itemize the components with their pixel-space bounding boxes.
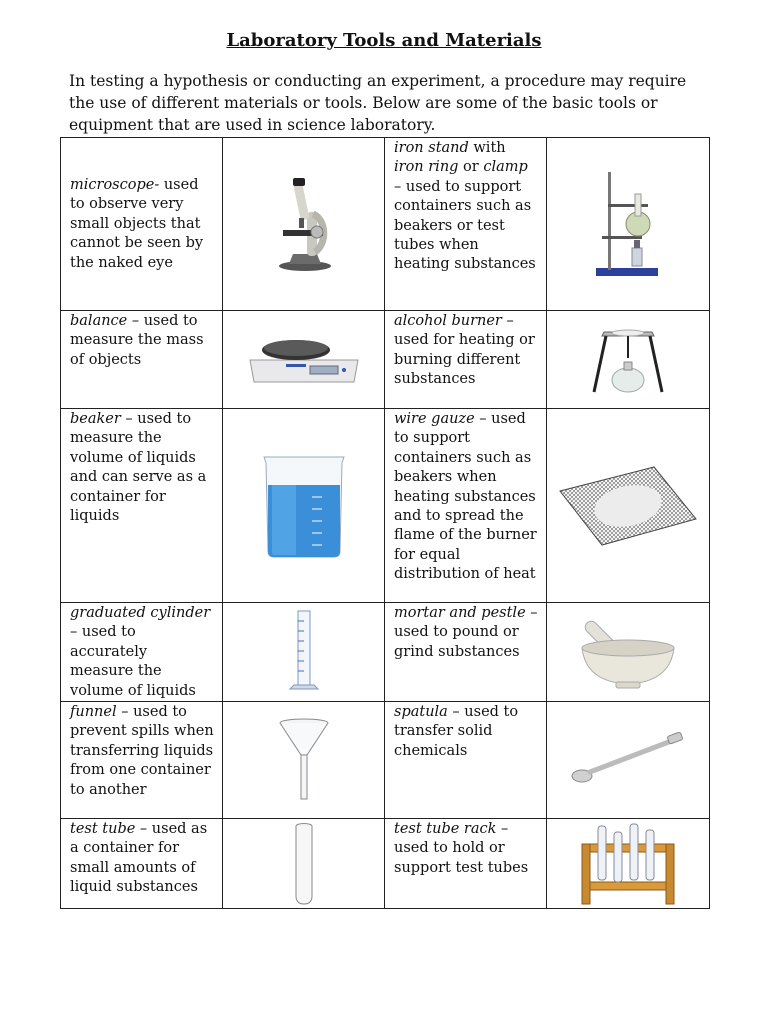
tool-name: balance (70, 313, 128, 329)
tool-description-alcohol-burner (385, 311, 547, 409)
tool-name: microscope- (70, 176, 160, 193)
tool-name: wire gauze (394, 411, 475, 427)
tool-use: – used to pound or grind substances (394, 605, 538, 660)
tool-name: mortar and pestle (394, 605, 526, 621)
table-row (61, 603, 710, 702)
page-title: Laboratory Tools and Materials (226, 30, 542, 51)
microscope-icon (223, 138, 385, 311)
tool-description-spatula (385, 702, 547, 819)
tool-use: – used to measure the volume of liquids and can serve as a container for liquids (70, 411, 207, 525)
tool-use: – used for heating or burning different substances (394, 313, 535, 388)
tool-use: – used to prevent spills when transferring liquids from one container to another (70, 704, 214, 798)
tool-description-funnel (61, 702, 223, 819)
tool-description-iron-stand (385, 138, 547, 311)
tool-use: – used to support containers such as beakers or test tubes when heating substances (394, 178, 536, 273)
tool-name: test tube rack (394, 821, 497, 838)
tool-description-graduated-cylinder (61, 603, 223, 702)
alcohol-burner-icon (547, 311, 710, 409)
tool-name: graduated cylinder (70, 605, 211, 621)
tool-use: – used to accurately measure the volume of liquids (70, 624, 196, 699)
tool-description-microscope (61, 138, 223, 311)
table-row (61, 702, 710, 819)
tool-description-beaker (61, 409, 223, 603)
tool-description-test-tube (61, 819, 223, 909)
balance-icon (223, 311, 385, 409)
tool-name: iron stand (394, 140, 469, 156)
wire-gauze-icon (547, 409, 710, 603)
tool-description-mortar-pestle (385, 603, 547, 702)
tool-name: iron ring (394, 159, 459, 176)
tool-name: beaker (70, 411, 121, 427)
tool-description-balance (61, 311, 223, 409)
test-tube-icon (223, 819, 385, 909)
tool-use: – used to transfer solid chemicals (394, 704, 519, 759)
tool-name: funnel (70, 704, 117, 721)
tool-name: spatula (394, 704, 448, 721)
tool-name: alcohol burner (394, 313, 502, 329)
tool-description-test-tube-rack (385, 819, 547, 909)
tool-use: – used as a container for small amounts of liquid substances (70, 821, 208, 896)
tool-description-wire-gauze (385, 409, 547, 603)
table-row (61, 409, 710, 603)
tool-name: clamp (483, 159, 528, 176)
graduated-cylinder-icon (223, 603, 385, 702)
iron-stand-icon (547, 138, 710, 311)
spatula-icon (547, 702, 710, 819)
tool-use: – used to hold or support test tubes (394, 821, 529, 876)
tool-name: test tube (70, 821, 136, 838)
table-row (61, 138, 710, 311)
funnel-icon (223, 702, 385, 819)
tools-table (60, 137, 710, 909)
mortar-pestle-icon (547, 603, 710, 702)
table-row (61, 819, 710, 909)
tool-use: used to observe very small objects that cannot be seen by the naked eye (70, 176, 204, 271)
test-tube-rack-icon (547, 819, 710, 909)
intro-paragraph: In testing a hypothesis or conducting an experiment, a procedure may require the use of different materials or tools. Below are some of the basic tools or equipment that are used in science laboratory. (69, 72, 687, 134)
tool-use: or (458, 159, 484, 176)
tool-use: with (468, 140, 506, 156)
beaker-icon (223, 409, 385, 603)
tool-use: – used to support containers such as beakers when heating substances and to spread the flame of the burner for equal distribution of heat (394, 411, 537, 583)
table-row (61, 311, 710, 409)
tool-use: – used to measure the mass of objects (70, 313, 204, 368)
